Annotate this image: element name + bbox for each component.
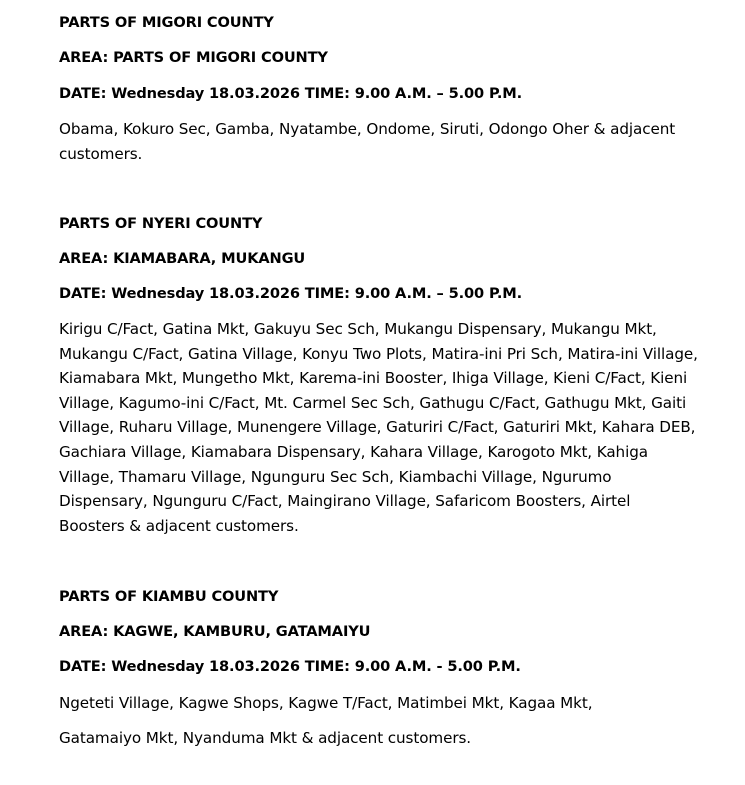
county-heading-nyeri: PARTS OF NYERI COUNTY (59, 215, 263, 232)
county-heading-migori: PARTS OF MIGORI COUNTY (59, 14, 274, 31)
date-line-migori: DATE: Wednesday 18.03.2026 TIME: 9.00 A.M. – 5.00 P.M. (59, 85, 522, 102)
locations-line-2-kiambu: Gatamaiyo Mkt, Nyanduma Mkt & adjacent customers. (59, 729, 472, 747)
locations-paragraph-nyeri: Kirigu C/Fact, Gatina Mkt, Gakuyu Sec Sch, Mukangu Dispensary, Mukangu Mkt, Mukangu C/Fact, Gatina Village, Konyu Two Plots, Matira-ini Pri Sch, Matira-ini Village, Kiamabara Mkt, Mungetho Mkt, Karema-ini Booster, Ihiga Village, Kieni C/Fact, Kieni Village, Kagumo-ini C/Fact, Mt. Carmel Sec Sch, Gathugu C/Fact, Gathugu Mkt, Gaiti Village, Ruharu Village, Munengere Village, Gaturiri C/Fact, Gaturiri Mkt, Kahara DEB, Gachiara Village, Kiamabara Dispensary, Kahara Village, Karogoto Mkt, Kahiga Village, Thamaru Village, Ngunguru Sec Sch, Kiambachi Village, Ngurumo Dispensary, Ngunguru C/Fact, Maingirano Village, Safaricom Boosters, Airtel Boosters & adjacent customers. (59, 320, 698, 535)
locations-line-1-kiambu: Ngeteti Village, Kagwe Shops, Kagwe T/Fact, Matimbei Mkt, Kagaa Mkt, (59, 694, 593, 712)
locations-paragraph-migori: Obama, Kokuro Sec, Gamba, Nyatambe, Ondome, Siruti, Odongo Oher & adjacent customers. (59, 120, 676, 163)
area-line-kiambu: AREA: KAGWE, KAMBURU, GATAMAIYU (59, 623, 371, 640)
county-heading-kiambu: PARTS OF KIAMBU COUNTY (59, 588, 279, 605)
area-line-nyeri: AREA: KIAMABARA, MUKANGU (59, 250, 306, 267)
date-line-nyeri: DATE: Wednesday 18.03.2026 TIME: 9.00 A.M. – 5.00 P.M. (59, 285, 522, 302)
date-line-kiambu: DATE: Wednesday 18.03.2026 TIME: 9.00 A.M. - 5.00 P.M. (59, 658, 521, 675)
area-line-migori: AREA: PARTS OF MIGORI COUNTY (59, 49, 328, 66)
